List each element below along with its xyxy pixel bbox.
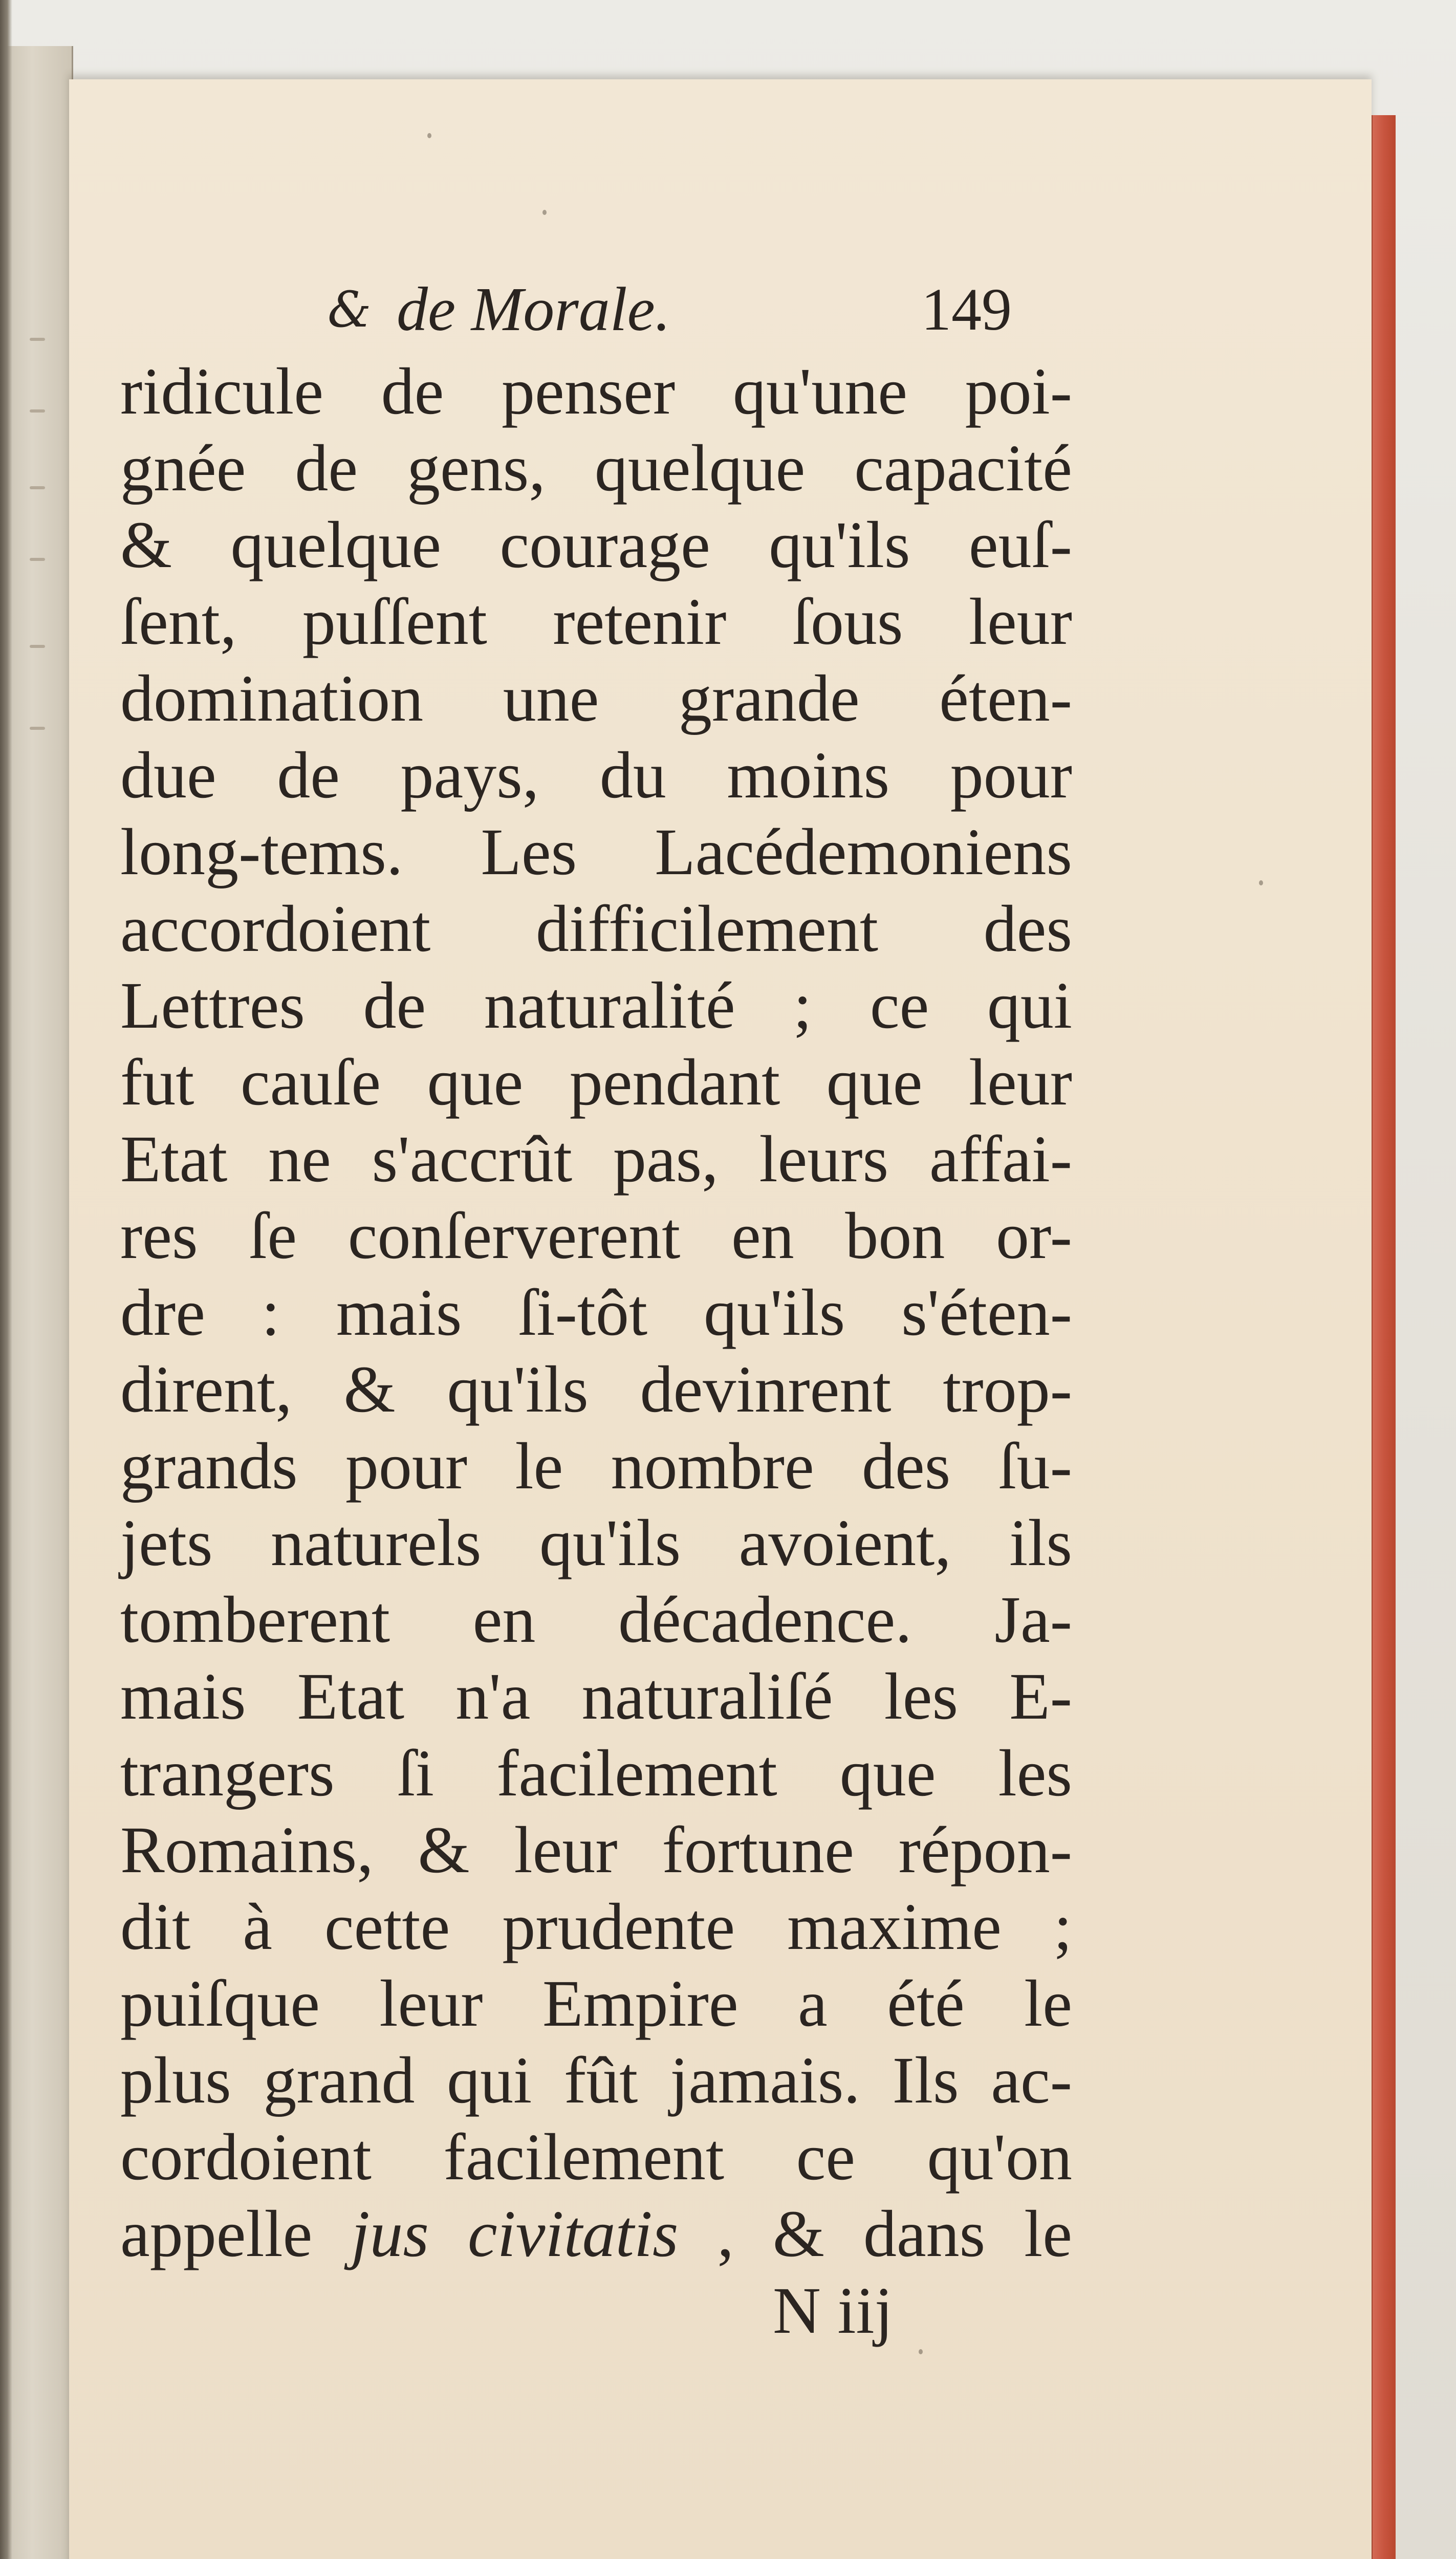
text-line: gnée de gens, quelque capacité bbox=[120, 431, 1072, 505]
running-head bbox=[328, 276, 1064, 343]
text-line: ſent, puſſent retenir ſous leur bbox=[120, 585, 1072, 659]
text-line: Romains, & leur fortune répon- bbox=[120, 1813, 1072, 1887]
text-line: cordoient facilement ce qu'on bbox=[120, 2120, 1072, 2194]
paper-speck bbox=[919, 2349, 923, 2354]
left-page-marks bbox=[9, 338, 60, 747]
text-line: tomberent en décadence. Ja- bbox=[120, 1583, 1072, 1657]
text-line: Lettres de naturalité ; ce qui bbox=[120, 969, 1072, 1043]
text-line: res ſe conſerverent en bon or- bbox=[120, 1199, 1072, 1273]
text-line: grands pour le nombre des ſu- bbox=[120, 1429, 1072, 1503]
running-head-title: de Morale. bbox=[397, 275, 671, 344]
text-line: domination une grande éten- bbox=[120, 662, 1072, 735]
paper-speck bbox=[427, 133, 431, 138]
body-text bbox=[120, 353, 1072, 2349]
text-line: ridicule de penser qu'une poi- bbox=[120, 355, 1072, 428]
text-line: Etat ne s'accrût pas, leurs affai- bbox=[120, 1122, 1072, 1196]
signature-mark: N iij bbox=[773, 2274, 893, 2348]
page-number: 149 bbox=[921, 276, 1012, 343]
text-line: dre : mais ſi-tôt qu'ils s'éten- bbox=[120, 1276, 1072, 1350]
spine-shadow bbox=[0, 0, 12, 2559]
text-line: jets naturels qu'ils avoient, ils bbox=[120, 1506, 1072, 1580]
text-line: trangers ſi facilement que les bbox=[120, 1737, 1072, 1810]
text-line: dit à cette prudente maxime ; bbox=[120, 1890, 1072, 1964]
text-line: puiſque leur Empire a été le bbox=[120, 1967, 1072, 2041]
latin-phrase: jus civitatis bbox=[351, 2197, 679, 2271]
text-line-last bbox=[120, 2196, 1072, 2272]
text-line: plus grand qui fût jamais. Ils ac- bbox=[120, 2044, 1072, 2117]
text-line: fut cauſe que pendant que leur bbox=[120, 1046, 1072, 1119]
text-line: long-tems. Les Lacédemoniens bbox=[120, 815, 1072, 889]
running-head-ampersand: & bbox=[328, 281, 372, 338]
paper-speck bbox=[1259, 880, 1263, 885]
text-line: accordoient difficilement des bbox=[120, 892, 1072, 966]
last-line-end: , & dans le bbox=[678, 2197, 1072, 2271]
text-line: dirent, & qu'ils devinrent trop- bbox=[120, 1353, 1072, 1426]
signature-line bbox=[120, 2272, 1072, 2349]
text-line: due de pays, du moins pour bbox=[120, 739, 1072, 812]
text-line: mais Etat n'a naturaliſé les E- bbox=[120, 1660, 1072, 1733]
last-line-start: appelle bbox=[120, 2197, 352, 2271]
text-line: & quelque courage qu'ils euſ- bbox=[120, 508, 1072, 582]
red-fore-edge bbox=[1372, 115, 1396, 2559]
paper-speck bbox=[542, 210, 547, 215]
